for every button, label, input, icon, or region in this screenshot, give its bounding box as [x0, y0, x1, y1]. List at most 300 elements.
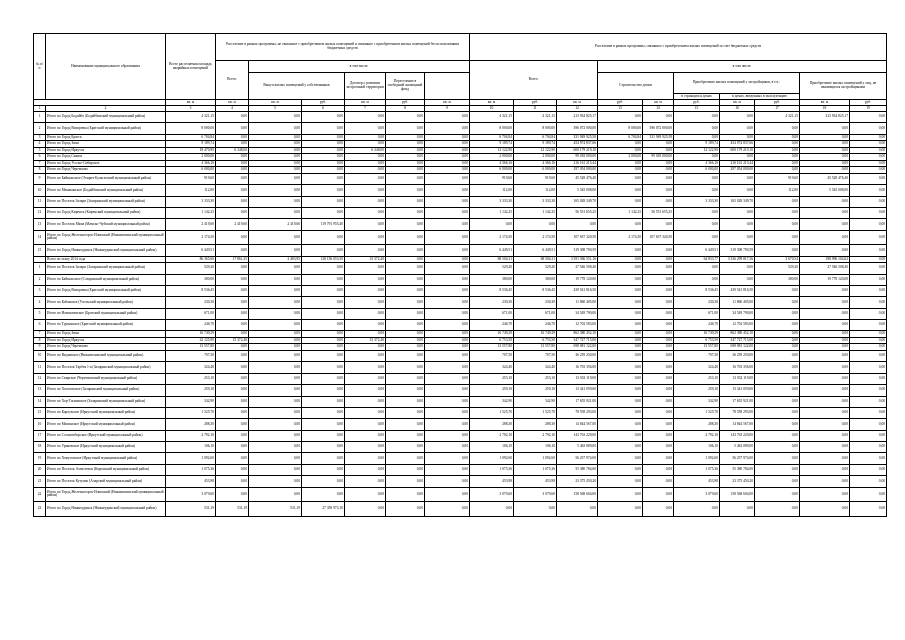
value-cell: 6 000,00	[470, 167, 514, 174]
header-in-that-a: в том числе:	[249, 61, 470, 73]
value-cell: 0,00	[345, 134, 386, 141]
value-cell: 0,00	[216, 134, 249, 141]
value-cell: 56 257 974,00	[557, 453, 598, 464]
value-cell: 2 000,00	[514, 154, 557, 161]
value-cell: 2 000,00	[166, 154, 216, 161]
value-cell: 0,00	[302, 453, 345, 464]
municipality-name: Итого по Сосновоборское (Иркутский муниципальный район)	[46, 430, 166, 441]
value-cell: 0,00	[850, 285, 887, 296]
value-cell: 0,00	[850, 487, 887, 502]
value-cell: 107 657 320,50	[643, 230, 674, 245]
value-cell: 0,00	[216, 167, 249, 174]
value-cell: 4 321,15	[755, 112, 800, 123]
table-row	[34, 407, 887, 418]
municipality-name: Итого по Город Усолье-Сибирское	[46, 160, 166, 167]
municipality-name: Итого по Город Нижнеудинск (Нижнеудинский муниципальный район)	[46, 245, 166, 256]
value-cell: 0,00	[425, 123, 470, 134]
value-cell: 0,00	[302, 147, 345, 154]
value-cell: 4 321,15	[514, 112, 557, 123]
value-cell: 106,10	[674, 442, 720, 453]
value-cell: 0,00	[216, 385, 249, 396]
header-acquisition: Приобретение жилых помещений у застройщиков, в т.ч.:	[674, 73, 800, 94]
value-cell: 0,00	[643, 407, 674, 418]
column-number: 9	[425, 106, 470, 112]
value-cell: 0,00	[425, 337, 470, 344]
value-cell: 380,00	[470, 274, 514, 285]
value-cell: 0,00	[386, 185, 425, 196]
value-cell: 165 028 349,70	[557, 196, 598, 207]
value-cell: 0,00	[249, 160, 302, 167]
value-cell: 216 161 215,44	[720, 160, 755, 167]
value-cell: 1 075,36	[166, 464, 216, 475]
value-cell: 230,30	[514, 297, 557, 308]
value-cell: 6 348,00	[345, 147, 386, 154]
unit-cell: руб.	[386, 100, 425, 106]
value-cell: 12 122,90	[470, 147, 514, 154]
value-cell: 106,10	[470, 442, 514, 453]
value-cell: 0,00	[755, 219, 800, 230]
unit-cell: кв. м	[425, 100, 470, 106]
column-number: 19	[850, 106, 887, 112]
value-cell: 342,90	[470, 396, 514, 407]
value-cell: 0,00	[249, 320, 302, 331]
value-cell: 0,00	[850, 308, 887, 319]
value-cell: 0,00	[755, 308, 800, 319]
value-cell: 0,00	[249, 453, 302, 464]
value-cell: 0,00	[850, 147, 887, 154]
row-number: 2	[34, 123, 46, 134]
value-cell: 0,00	[800, 219, 850, 230]
value-cell: 68 504,31	[470, 256, 514, 263]
value-cell: 0,00	[800, 487, 850, 502]
municipality-name: Итого по Новоилимское (Братский муниципальный район)	[46, 308, 166, 319]
value-cell: 0,00	[643, 453, 674, 464]
value-cell: 8 000,00	[166, 123, 216, 134]
value-cell: 13 341 059,00	[720, 385, 755, 396]
value-cell: 0,00	[302, 185, 345, 196]
value-cell: 0,00	[674, 154, 720, 161]
header-commissioned: в домах, введенных в эксплуатацию	[720, 94, 800, 100]
value-cell: 0,00	[249, 464, 302, 475]
value-cell: 0,00	[720, 263, 755, 274]
value-cell: 0,00	[800, 337, 850, 344]
value-cell: 3 333,30	[674, 196, 720, 207]
value-cell: 2 792,10	[166, 430, 216, 441]
value-cell: 0,00	[470, 502, 514, 517]
value-cell: 0,00	[425, 297, 470, 308]
value-cell: 6 348,00	[216, 147, 249, 154]
value-cell: 0,00	[425, 344, 470, 351]
value-cell: 0,00	[386, 464, 425, 475]
value-cell: 0,00	[643, 308, 674, 319]
header-total-area: Всего расселяемая площадь аварийных помещений	[166, 34, 216, 100]
value-cell: 6 753,50	[470, 337, 514, 344]
value-cell: 288,30	[470, 419, 514, 430]
table-row	[34, 297, 887, 308]
value-cell: 2 419,60	[166, 219, 216, 230]
value-cell: 2 174,50	[514, 230, 557, 245]
value-cell: 0,00	[755, 442, 800, 453]
value-cell: 0,00	[249, 173, 302, 184]
value-cell: 6 000,00	[166, 167, 216, 174]
value-cell: 342,90	[674, 396, 720, 407]
value-cell: 0,00	[302, 285, 345, 296]
row-number: 11	[34, 196, 46, 207]
value-cell: 0,00	[643, 344, 674, 351]
value-cell: 0,00	[800, 373, 850, 384]
municipality-name: Итого по Карлукское (Иркутский муниципальный район)	[46, 407, 166, 418]
table-row	[34, 185, 887, 196]
value-cell: 3 079,60	[470, 487, 514, 502]
value-cell: 0,00	[345, 430, 386, 441]
value-cell: 16 749,29	[514, 331, 557, 338]
municipality-name: Итого по Город Саянск	[46, 154, 166, 161]
value-cell: 0,00	[755, 167, 800, 174]
value-cell: 380,00	[755, 274, 800, 285]
value-cell: 0,00	[720, 219, 755, 230]
value-cell: 0,00	[302, 141, 345, 148]
value-cell: 0,00	[425, 320, 470, 331]
value-cell: 0,00	[643, 285, 674, 296]
unit-cell: кв. м	[643, 100, 674, 106]
value-cell: 0,00	[425, 245, 470, 256]
value-cell: 0,00	[216, 344, 249, 351]
value-cell: 0,00	[755, 385, 800, 396]
value-cell: 0,00	[386, 123, 425, 134]
value-cell: 56 551 655,25	[557, 207, 598, 218]
resettlement-table	[33, 33, 887, 517]
value-cell: 14 844 567,00	[557, 419, 598, 430]
value-cell: 19 778 120,00	[800, 274, 850, 285]
value-cell: 0,00	[800, 230, 850, 245]
unit-cell: руб.	[674, 100, 720, 106]
table-row	[34, 230, 887, 245]
value-cell: 0,00	[345, 320, 386, 331]
value-cell: 671,00	[674, 308, 720, 319]
value-cell: 862 380 452,10	[720, 331, 755, 338]
value-cell: 107 657 320,50	[557, 230, 598, 245]
value-cell: 0,00	[643, 297, 674, 308]
table-row	[34, 502, 887, 517]
municipality-name: Итого по Город Иркутск	[46, 337, 166, 344]
value-cell: 0,00	[249, 167, 302, 174]
value-cell: 0,00	[345, 308, 386, 319]
row-number: 4	[34, 297, 46, 308]
value-cell: 0,00	[386, 320, 425, 331]
value-cell: 0,00	[249, 207, 302, 218]
value-cell: 3 670,54	[755, 256, 800, 263]
row-number: 14	[34, 396, 46, 407]
row-number: 13	[34, 219, 46, 230]
value-cell: 0,00	[800, 407, 850, 418]
value-cell: 0,00	[302, 196, 345, 207]
value-cell: 0,00	[216, 245, 249, 256]
value-cell: 0,00	[425, 442, 470, 453]
value-cell: 27 546 508,40	[800, 263, 850, 274]
value-cell: 0,00	[643, 464, 674, 475]
row-number: 12	[34, 373, 46, 384]
value-cell: 13 557,80	[674, 344, 720, 351]
value-cell: 4 366,16	[674, 160, 720, 167]
value-cell: 0,00	[302, 160, 345, 167]
column-number: 13	[598, 106, 643, 112]
value-cell: 671,00	[470, 308, 514, 319]
value-cell: 0,00	[345, 502, 386, 517]
value-cell: 0,00	[425, 350, 470, 361]
value-cell: 8 000,00	[598, 123, 643, 134]
value-cell: 396 072 000,00	[643, 123, 674, 134]
value-cell: 0,00	[598, 112, 643, 123]
value-cell: 0,00	[800, 134, 850, 141]
value-cell: 0,00	[755, 337, 800, 344]
value-cell: 4 321,15	[166, 112, 216, 123]
value-cell: 1 092,60	[166, 453, 216, 464]
value-cell: 0,00	[643, 337, 674, 344]
value-cell: 0,00	[850, 464, 887, 475]
value-cell: 0,00	[386, 350, 425, 361]
value-cell: 0,00	[425, 112, 470, 123]
value-cell: 0,00	[249, 274, 302, 285]
value-cell: 0,00	[850, 207, 887, 218]
value-cell: 13 032 119,00	[720, 373, 755, 384]
value-cell: 259,10	[674, 385, 720, 396]
value-cell: 18 470,90	[166, 147, 216, 154]
unit-cell: кв. м	[720, 100, 755, 106]
value-cell: 0,00	[425, 160, 470, 167]
value-cell: 0,00	[643, 245, 674, 256]
value-cell: 439 541 816,50	[557, 285, 598, 296]
value-cell: 919,60	[166, 173, 216, 184]
value-cell: 0,00	[302, 487, 345, 502]
value-cell: 0,00	[755, 320, 800, 331]
value-cell: 0,00	[470, 219, 514, 230]
value-cell: 0,00	[800, 344, 850, 351]
value-cell: 0,00	[643, 476, 674, 487]
value-cell: 0,00	[755, 407, 800, 418]
table-row	[34, 419, 887, 430]
value-cell: 17 655 921,00	[557, 396, 598, 407]
value-cell: 0,00	[800, 385, 850, 396]
value-cell: 0,00	[249, 141, 302, 148]
value-cell: 0,00	[386, 476, 425, 487]
municipality-name: Всего по этапу 2014 года	[46, 256, 166, 263]
table-row	[34, 207, 887, 218]
value-cell: 0,00	[345, 173, 386, 184]
municipality-name: Итого по Город Зима	[46, 141, 166, 148]
value-cell: 0,00	[598, 274, 643, 285]
value-cell: 12 702 583,00	[557, 320, 598, 331]
row-number: 15	[34, 407, 46, 418]
value-cell: 0,00	[345, 396, 386, 407]
value-cell: 0,00	[386, 297, 425, 308]
value-cell: 253,10	[674, 373, 720, 384]
value-cell: 253,10	[166, 373, 216, 384]
value-cell: 288,30	[514, 419, 557, 430]
value-cell: 0,00	[800, 147, 850, 154]
municipality-name: Итого по Город Нижнеудинск (Нижнеудинский муниципальный район)	[46, 502, 166, 517]
value-cell: 0,00	[674, 134, 720, 141]
value-cell: 0,00	[598, 141, 643, 148]
municipality-name: Итого по Байкальское (Эхирит-Булагатский муниципальный район)	[46, 173, 166, 184]
value-cell: 1 142,25	[514, 207, 557, 218]
value-cell: 0,00	[386, 419, 425, 430]
value-cell: 0,00	[800, 167, 850, 174]
value-cell: 288,30	[674, 419, 720, 430]
table-row	[34, 350, 887, 361]
value-cell: 707,50	[470, 350, 514, 361]
value-cell: 99 018 000,00	[643, 154, 674, 161]
value-cell: 0,00	[598, 256, 643, 263]
value-cell: 0,00	[800, 464, 850, 475]
value-cell: 529,20	[755, 263, 800, 274]
value-cell: 454 974 837,66	[720, 141, 755, 148]
value-cell: 0,00	[755, 297, 800, 308]
value-cell: 0,00	[598, 350, 643, 361]
municipality-name: Итого по Поселок Алексеевск (Киренский муниципальный район)	[46, 464, 166, 475]
row-number: 3	[34, 285, 46, 296]
value-cell: 0,00	[425, 154, 470, 161]
value-cell: 112,00	[166, 185, 216, 196]
value-cell: 213 934 825,17	[800, 112, 850, 123]
value-cell: 106,10	[514, 442, 557, 453]
value-cell: 216 161 215,44	[557, 160, 598, 167]
value-cell: 6 000,00	[674, 167, 720, 174]
value-cell: 453,98	[470, 476, 514, 487]
value-cell: 0,00	[345, 167, 386, 174]
table-body	[34, 112, 887, 517]
value-cell: 0,00	[216, 373, 249, 384]
value-cell: 0,00	[800, 308, 850, 319]
table-row	[34, 274, 887, 285]
value-cell: 0,00	[425, 167, 470, 174]
value-cell: 6 449,51	[470, 245, 514, 256]
unit-cell: руб.	[514, 100, 557, 106]
value-cell: 0,00	[302, 373, 345, 384]
value-cell: 0,00	[345, 219, 386, 230]
value-cell: 1 142,25	[598, 207, 643, 218]
table-row	[34, 442, 887, 453]
value-cell: 0,00	[850, 373, 887, 384]
value-cell: 0,00	[800, 154, 850, 161]
value-cell: 0,00	[643, 331, 674, 338]
value-cell: 0,00	[850, 331, 887, 338]
value-cell: 0,00	[425, 453, 470, 464]
value-cell: 8 000,00	[514, 123, 557, 134]
value-cell: 0,00	[249, 362, 302, 373]
row-number: 5	[34, 308, 46, 319]
value-cell: 531,19	[216, 502, 249, 517]
value-cell: 0,00	[425, 230, 470, 245]
value-cell: 0,00	[425, 464, 470, 475]
value-cell: 0,00	[425, 502, 470, 517]
value-cell: 0,00	[598, 173, 643, 184]
row-number: 9	[34, 173, 46, 184]
value-cell: 0,00	[674, 112, 720, 123]
municipality-name: Итого по Кабанское (Усольский муниципальный район)	[46, 297, 166, 308]
value-cell: 0,00	[643, 219, 674, 230]
table-row	[34, 385, 887, 396]
value-cell: 707,50	[674, 350, 720, 361]
value-cell: 0,00	[216, 320, 249, 331]
value-cell: 12 702 583,00	[720, 320, 755, 331]
value-cell: 0,00	[302, 396, 345, 407]
table-row	[34, 245, 887, 256]
value-cell: 0,00	[850, 297, 887, 308]
value-cell: 143 763 229,00	[557, 430, 598, 441]
value-cell: 0,00	[386, 219, 425, 230]
value-cell: 0,00	[249, 123, 302, 134]
value-cell: 11 860 405,00	[720, 297, 755, 308]
value-cell: 0,00	[302, 430, 345, 441]
municipality-name: Итого по Поселок Кутулик (Аларский муниципальный район)	[46, 476, 166, 487]
value-cell: 0,00	[302, 407, 345, 418]
value-cell: 0,00	[345, 419, 386, 430]
value-cell: 3 333,30	[470, 196, 514, 207]
value-cell: 0,00	[302, 167, 345, 174]
value-cell: 0,00	[425, 263, 470, 274]
value-cell: 13 557,80	[166, 344, 216, 351]
table-row	[34, 196, 887, 207]
value-cell: 0,00	[598, 362, 643, 373]
value-cell: 0,00	[386, 112, 425, 123]
value-cell: 3 336 299 817,36	[720, 256, 755, 263]
value-cell: 0,00	[302, 173, 345, 184]
value-cell: 6 000,00	[514, 167, 557, 174]
table-row	[34, 263, 887, 274]
header-under-construction: в строящихся домах	[674, 94, 720, 100]
value-cell: 0,00	[755, 350, 800, 361]
value-cell: 0,00	[386, 263, 425, 274]
value-cell: 0,00	[598, 337, 643, 344]
value-cell: 0,00	[386, 308, 425, 319]
value-cell: 0,00	[302, 263, 345, 274]
value-cell: 0,00	[302, 230, 345, 245]
value-cell: 0,00	[386, 337, 425, 344]
value-cell: 0,00	[386, 396, 425, 407]
value-cell: 453,98	[674, 476, 720, 487]
value-cell: 0,00	[216, 123, 249, 134]
value-cell: 5 463 089,00	[557, 442, 598, 453]
value-cell: 0,00	[425, 185, 470, 196]
value-cell: 2 419,60	[216, 219, 249, 230]
value-cell: 0,00	[720, 154, 755, 161]
value-cell: 0,00	[386, 373, 425, 384]
value-cell: 0,00	[755, 476, 800, 487]
value-cell: 0,00	[643, 173, 674, 184]
municipality-name: Итого по Город Зима	[46, 331, 166, 338]
value-cell: 0,00	[386, 285, 425, 296]
value-cell: 0,00	[425, 147, 470, 154]
value-cell: 8 536,45	[470, 285, 514, 296]
value-cell: 0,00	[850, 344, 887, 351]
value-cell: 0,00	[674, 274, 720, 285]
column-number: 17	[755, 106, 800, 112]
value-cell: 0,00	[249, 407, 302, 418]
value-cell: 9 189,74	[674, 141, 720, 148]
value-cell: 246,70	[674, 320, 720, 331]
table-row	[34, 464, 887, 475]
value-cell: 0,00	[216, 442, 249, 453]
value-cell: 0,00	[755, 245, 800, 256]
value-cell: 0,00	[800, 207, 850, 218]
value-cell: 0,00	[643, 112, 674, 123]
value-cell: 0,00	[643, 362, 674, 373]
header-resettle-free: Переселение в свободный жилищный фонд	[386, 73, 425, 100]
value-cell: 6 704,84	[598, 134, 643, 141]
value-cell: 5 545 008,00	[800, 185, 850, 196]
value-cell: 0,00	[386, 196, 425, 207]
value-cell: 0,00	[643, 320, 674, 331]
